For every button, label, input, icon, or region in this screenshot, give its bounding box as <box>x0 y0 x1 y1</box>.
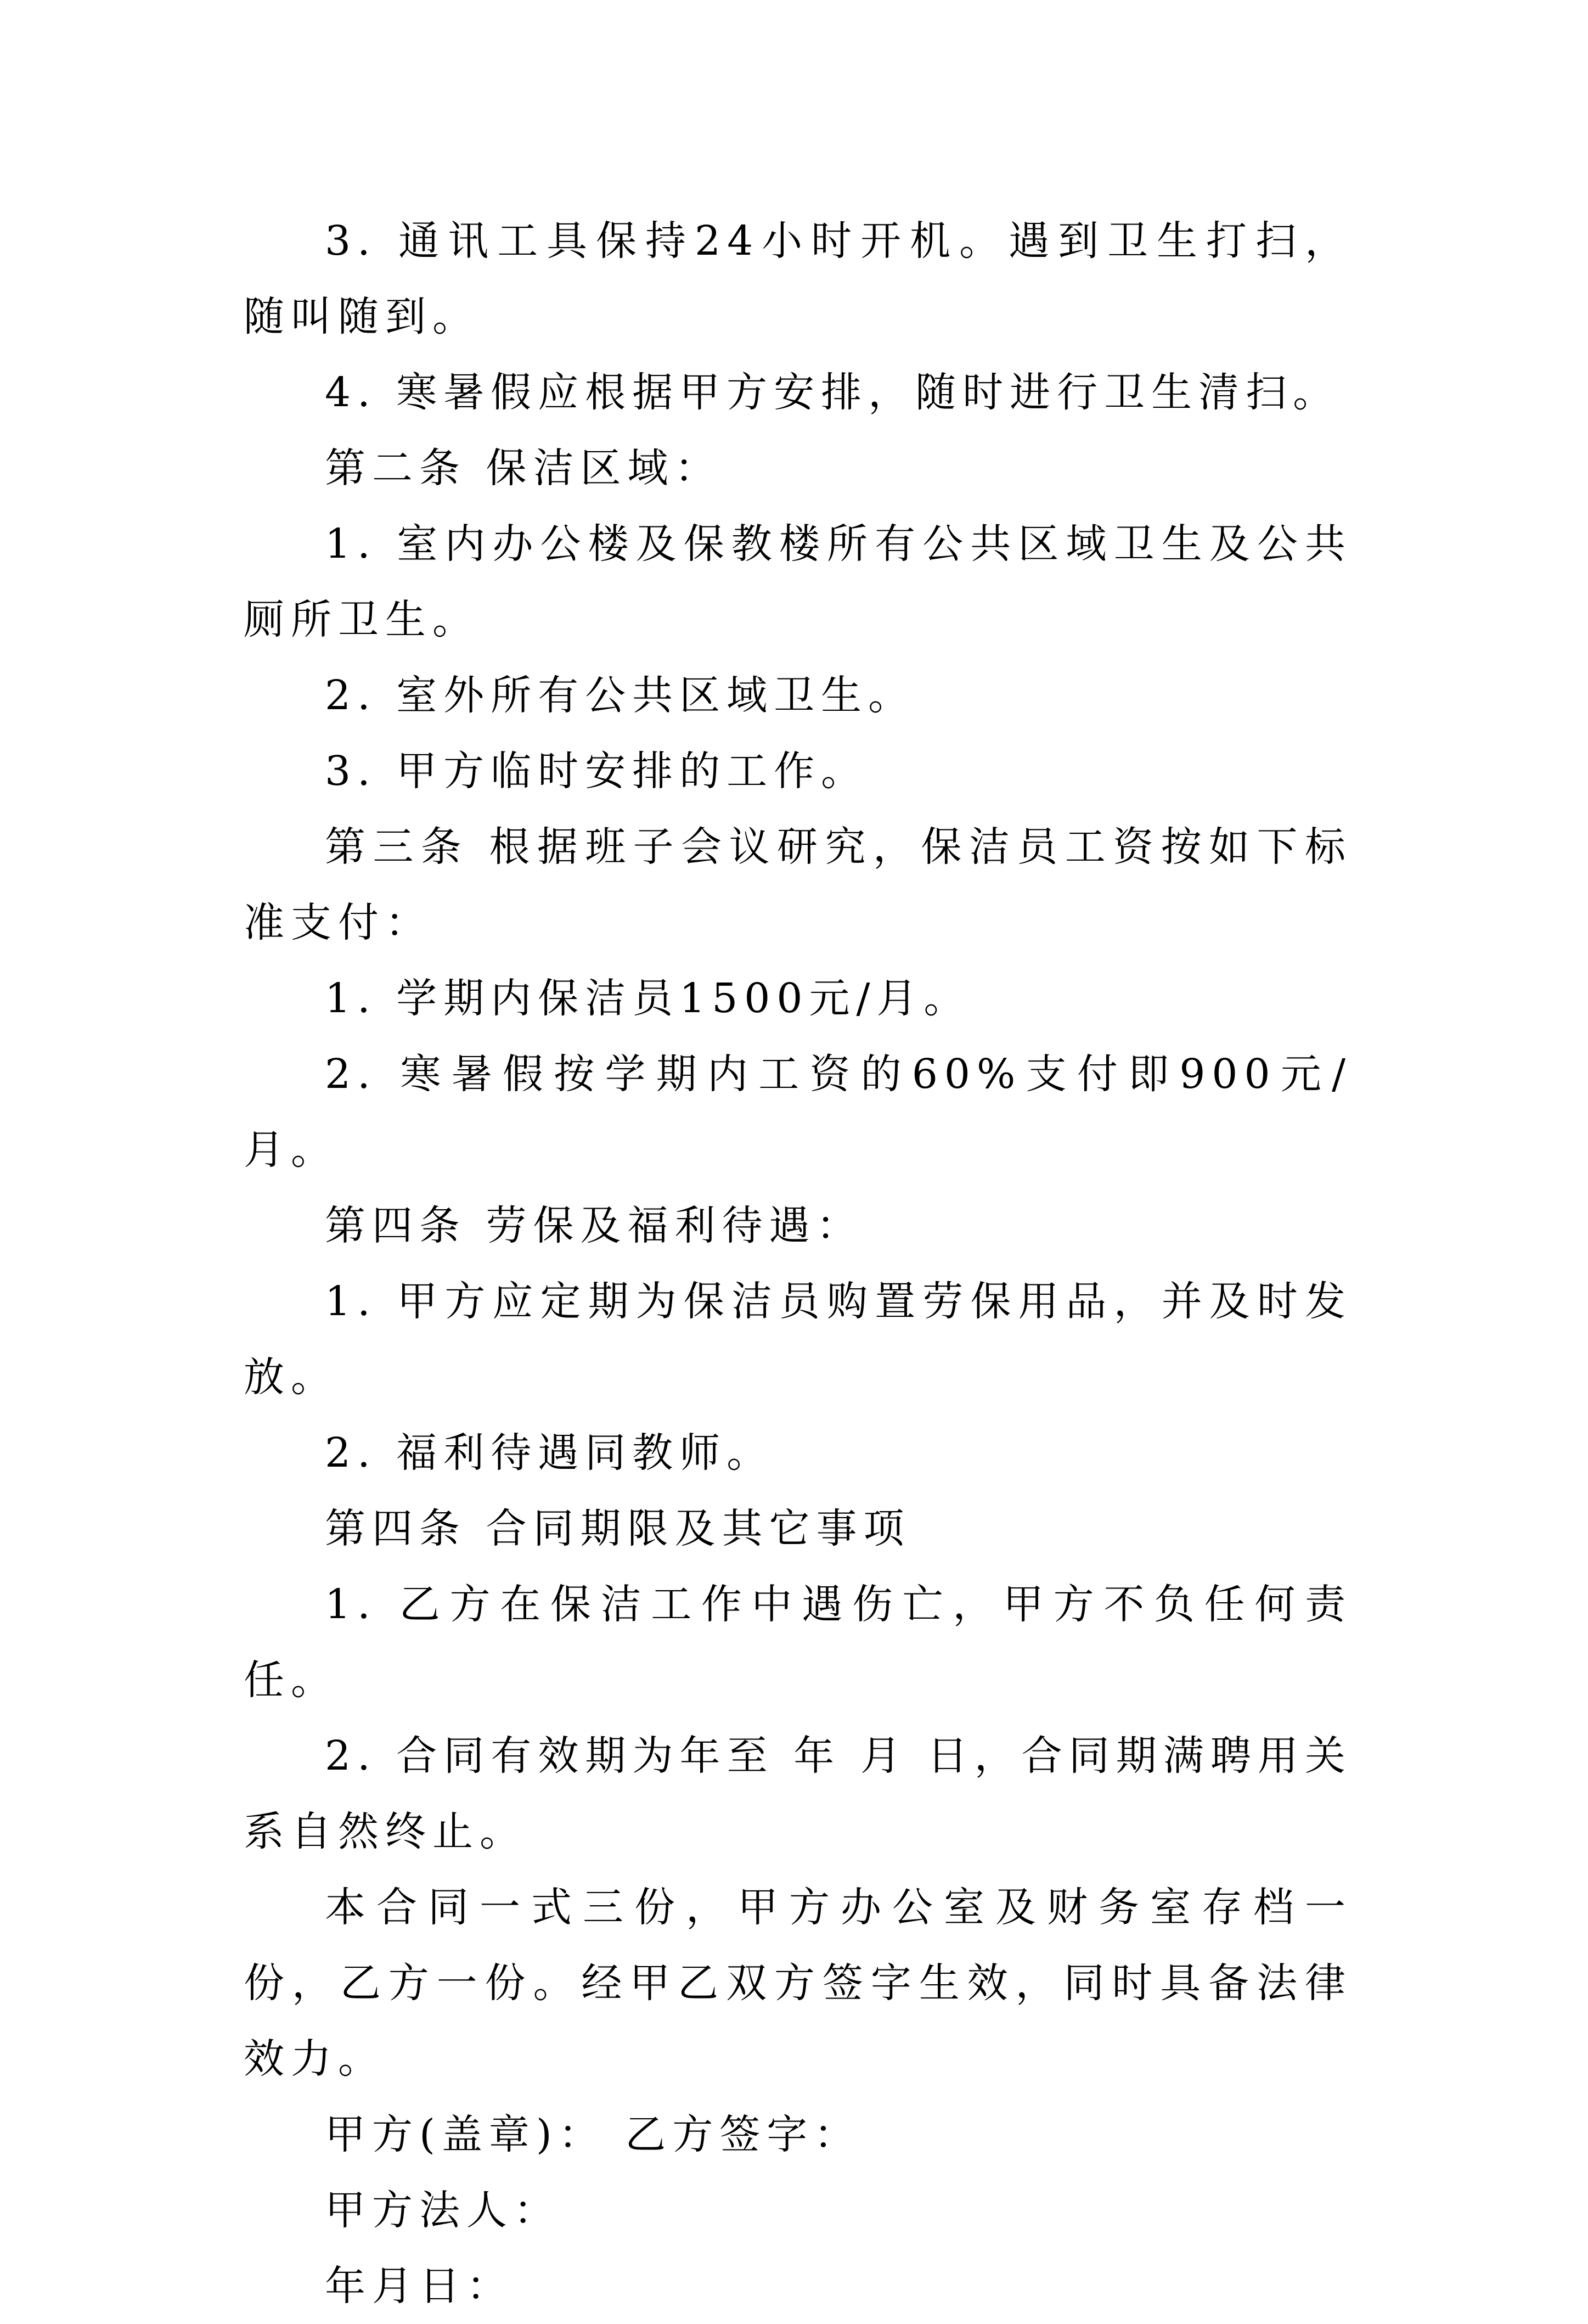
paragraph-salary-1-term: 1. 学期内保洁员1500元/月。 <box>325 975 971 1022</box>
paragraph-copies: 本合同一式三份，甲方办公室及财务室存档一份，乙方一份。经甲乙双方签字生效，同时具备法律效力。 <box>244 1884 1352 2082</box>
paragraph-area-3-temporary: 3. 甲方临时安排的工作。 <box>325 748 869 795</box>
paragraph-benefit-1-supplies: 1. 甲方应定期为保洁员购置劳保用品，并及时发放。 <box>244 1278 1352 1401</box>
paragraph-term-1-liability: 1. 乙方在保洁工作中遇伤亡，甲方不负任何责任。 <box>244 1581 1352 1704</box>
signature-line-date: 年月日： <box>325 2263 514 2310</box>
paragraph-item-4-holiday-cleaning: 4. 寒暑假应根据甲方安排，随时进行卫生清扫。 <box>325 369 1341 416</box>
paragraph-salary-2-holiday: 2. 寒暑假按学期内工资的60%支付即900元/月。 <box>244 1051 1352 1174</box>
paragraph-area-2-outdoor: 2. 室外所有公共区域卫生。 <box>325 672 916 719</box>
article-2-heading: 第二条 保洁区域： <box>325 445 722 492</box>
signature-line-legal-rep: 甲方法人： <box>325 2187 561 2234</box>
signature-line-parties: 甲方(盖章)： 乙方签字： <box>325 2111 861 2158</box>
document-body <box>244 203 1352 2324</box>
paragraph-benefit-2-welfare: 2. 福利待遇同教师。 <box>325 1429 774 1477</box>
paragraph-term-2-validity: 2. 合同有效期为年至 年 月 日，合同期满聘用关系自然终止。 <box>244 1732 1352 1855</box>
article-4-heading-term: 第四条 合同期限及其它事项 <box>325 1505 911 1552</box>
paragraph-area-1-indoor: 1. 室内办公楼及保教楼所有公共区域卫生及公共厕所卫生。 <box>244 520 1352 643</box>
paragraph-item-3-communication: 3. 通讯工具保持24小时开机。遇到卫生打扫，随叫随到。 <box>244 217 1352 340</box>
article-4-heading-benefits: 第四条 劳保及福利待遇： <box>325 1202 864 1249</box>
article-3-heading: 第三条 根据班子会议研究，保洁员工资按如下标准支付： <box>244 823 1352 946</box>
